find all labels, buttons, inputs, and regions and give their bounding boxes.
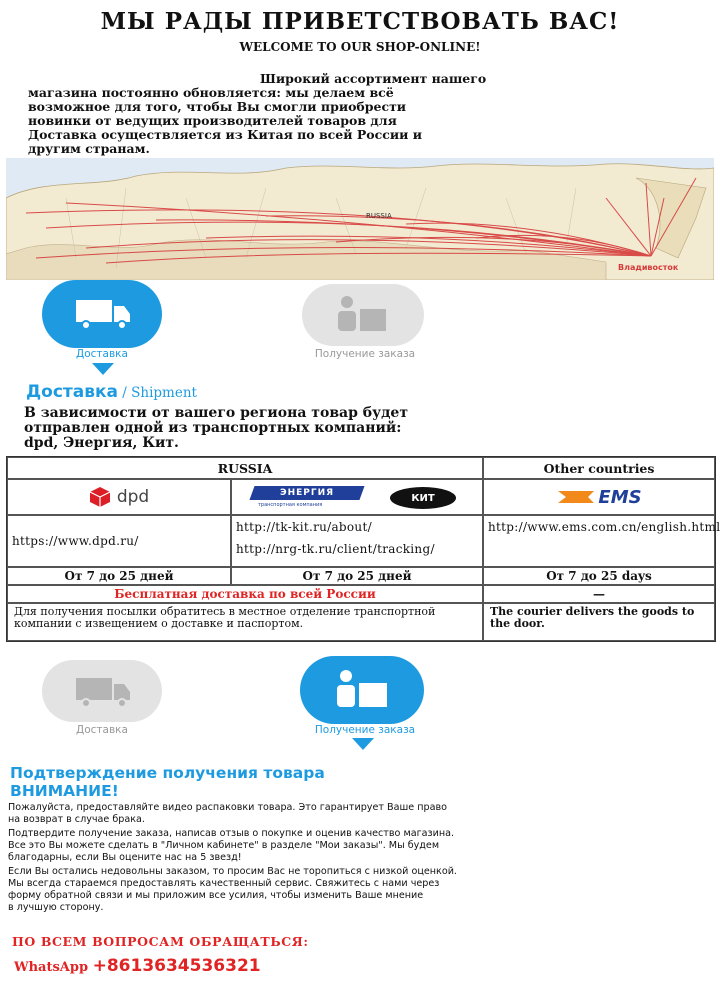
receipt-step-label: Получение заказа (314, 348, 416, 360)
kit-logo-text: КИТ (411, 492, 435, 504)
paragraph-line: Все это Вы можете сделать в "Личном кабинете" в разделе "Мои заказы". Мы будем (8, 840, 440, 851)
intro-line: новинки от ведущих производителей товаров для (28, 113, 397, 128)
dpd-delivery-days: От 7 до 25 дней (7, 567, 231, 585)
contact-title: ПО ВСЕМ ВОПРОСАМ ОБРАЩАТЬСЯ: (12, 934, 309, 949)
ems-delivery-days: От 7 до 25 days (483, 567, 715, 585)
free-shipping-note: Бесплатная доставка по всей России (7, 585, 483, 603)
page-subtitle: WELCOME TO OUR SHOP-ONLINE! (239, 40, 481, 54)
intro-line: Широкий ассортимент нашего (260, 71, 487, 86)
review-paragraph (8, 828, 708, 864)
shipment-heading-sub: / Shipment (118, 385, 197, 401)
intro-line: Доставка осуществляется из Китая по всей России и (28, 127, 422, 142)
energy-logo-text: ЭНЕРГИЯ (279, 488, 335, 498)
shipment-line: dpd, Энергия, Кит. (24, 435, 179, 451)
step-pointer-icon (92, 363, 114, 375)
whatsapp-phone[interactable]: +8613634536321 (92, 956, 261, 976)
paragraph-line: форму обратной связи и мы приложим все усилия, чтобы изменить Ваше мнение (8, 890, 424, 901)
delivery-step-circle-inactive (42, 660, 162, 722)
shipment-line: В зависимости от вашего региона товар будет (24, 405, 408, 421)
dpd-logo-cell (7, 479, 231, 515)
ems-url[interactable]: http://www.ems.com.cn/english.html (483, 515, 715, 567)
whatsapp-label: WhatsApp (14, 960, 93, 975)
map-city-label: Владивосток (618, 263, 679, 272)
delivery-map (6, 158, 714, 280)
shipment-line: отправлен одной из транспортных компаний: (24, 420, 402, 436)
delivery-step-label: Доставка (76, 348, 128, 360)
carrier-urls-cell (231, 515, 483, 567)
paragraph-line: в лучшую сторону. (8, 902, 104, 913)
kit-url[interactable]: http://tk-kit.ru/about/ (236, 520, 372, 534)
energy-kit-logo-cell (231, 479, 483, 515)
dpd-logo-text: dpd (116, 487, 150, 507)
receipt-step-circle-active (300, 656, 424, 724)
step-pointer-icon (352, 738, 374, 750)
energy-url[interactable]: http://nrg-tk.ru/client/tracking/ (236, 542, 435, 556)
intro-line: возможное для того, чтобы Вы смогли приобрести (28, 99, 407, 114)
paragraph-line: благодарны, если Вы оцените нас на 5 звезд! (8, 852, 242, 863)
confirmation-heading (10, 764, 325, 800)
energy-logo-subtext: транспортная компания (258, 502, 323, 508)
carrier-table (6, 456, 720, 642)
paragraph-line: Пожалуйста, предоставляйте видео распаковки товара. Это гарантирует Ваше право (8, 802, 447, 813)
confirmation-title: Подтверждение получения товара (10, 764, 325, 782)
feedback-paragraph (8, 866, 708, 914)
paragraph-line: Мы всегда стараемся предоставлять качественный сервис. Свяжитесь с нами через (8, 878, 440, 889)
energy-logo (249, 486, 364, 500)
confirmation-attention: ВНИМАНИЕ! (10, 782, 119, 800)
contact-line (14, 956, 261, 976)
intro-line: магазина постоянно обновляется: мы делаем всё (28, 85, 394, 100)
ems-swoosh-icon (556, 489, 596, 505)
paragraph-line: на возврат в случае брака. (8, 814, 145, 825)
receipt-step-label: Получение заказа (314, 724, 416, 736)
courier-note: The courier delivers the goods to the door. (483, 603, 715, 641)
person-box-icon (300, 656, 424, 724)
receipt-step-circle (302, 284, 424, 346)
pickup-note: Для получения посылки обратитесь в местное отделение транспортной компании с извещением о доставке и паспортом. (7, 603, 483, 641)
intro-text (28, 72, 668, 156)
paragraph-line: Подтвердите получение заказа, написав отзыв о покупке и оценив качество магазина. (8, 828, 455, 839)
shipment-heading (26, 382, 197, 402)
person-box-icon (302, 284, 424, 346)
truck-icon (42, 280, 162, 348)
map-country-label: RUSSIA (366, 212, 392, 220)
shipment-heading-main: Доставка (26, 382, 118, 402)
page-title: МЫ РАДЫ ПРИВЕТСТВОВАТЬ ВАС! (100, 8, 620, 35)
dpd-cube-icon (89, 486, 111, 508)
paragraph-line: Если Вы остались недовольны заказом, то просим Вас не торопиться с низкой оценкой. (8, 866, 457, 877)
ems-logo-text: EMS (598, 486, 642, 508)
truck-icon (42, 660, 162, 722)
delivery-step-circle (42, 280, 162, 348)
no-free-shipping-dash: — (483, 585, 715, 603)
ems-logo-cell (483, 479, 715, 515)
kit-logo (390, 487, 456, 509)
delivery-step-label: Доставка (76, 724, 128, 736)
shipment-text (24, 406, 584, 451)
dpd-url[interactable]: https://www.dpd.ru/ (7, 515, 231, 567)
intro-line: другим странам. (28, 141, 150, 156)
kit-delivery-days: От 7 до 25 дней (231, 567, 483, 585)
unboxing-paragraph (8, 802, 708, 826)
col-russia-header: RUSSIA (7, 457, 483, 479)
col-other-header: Other countries (483, 457, 715, 479)
